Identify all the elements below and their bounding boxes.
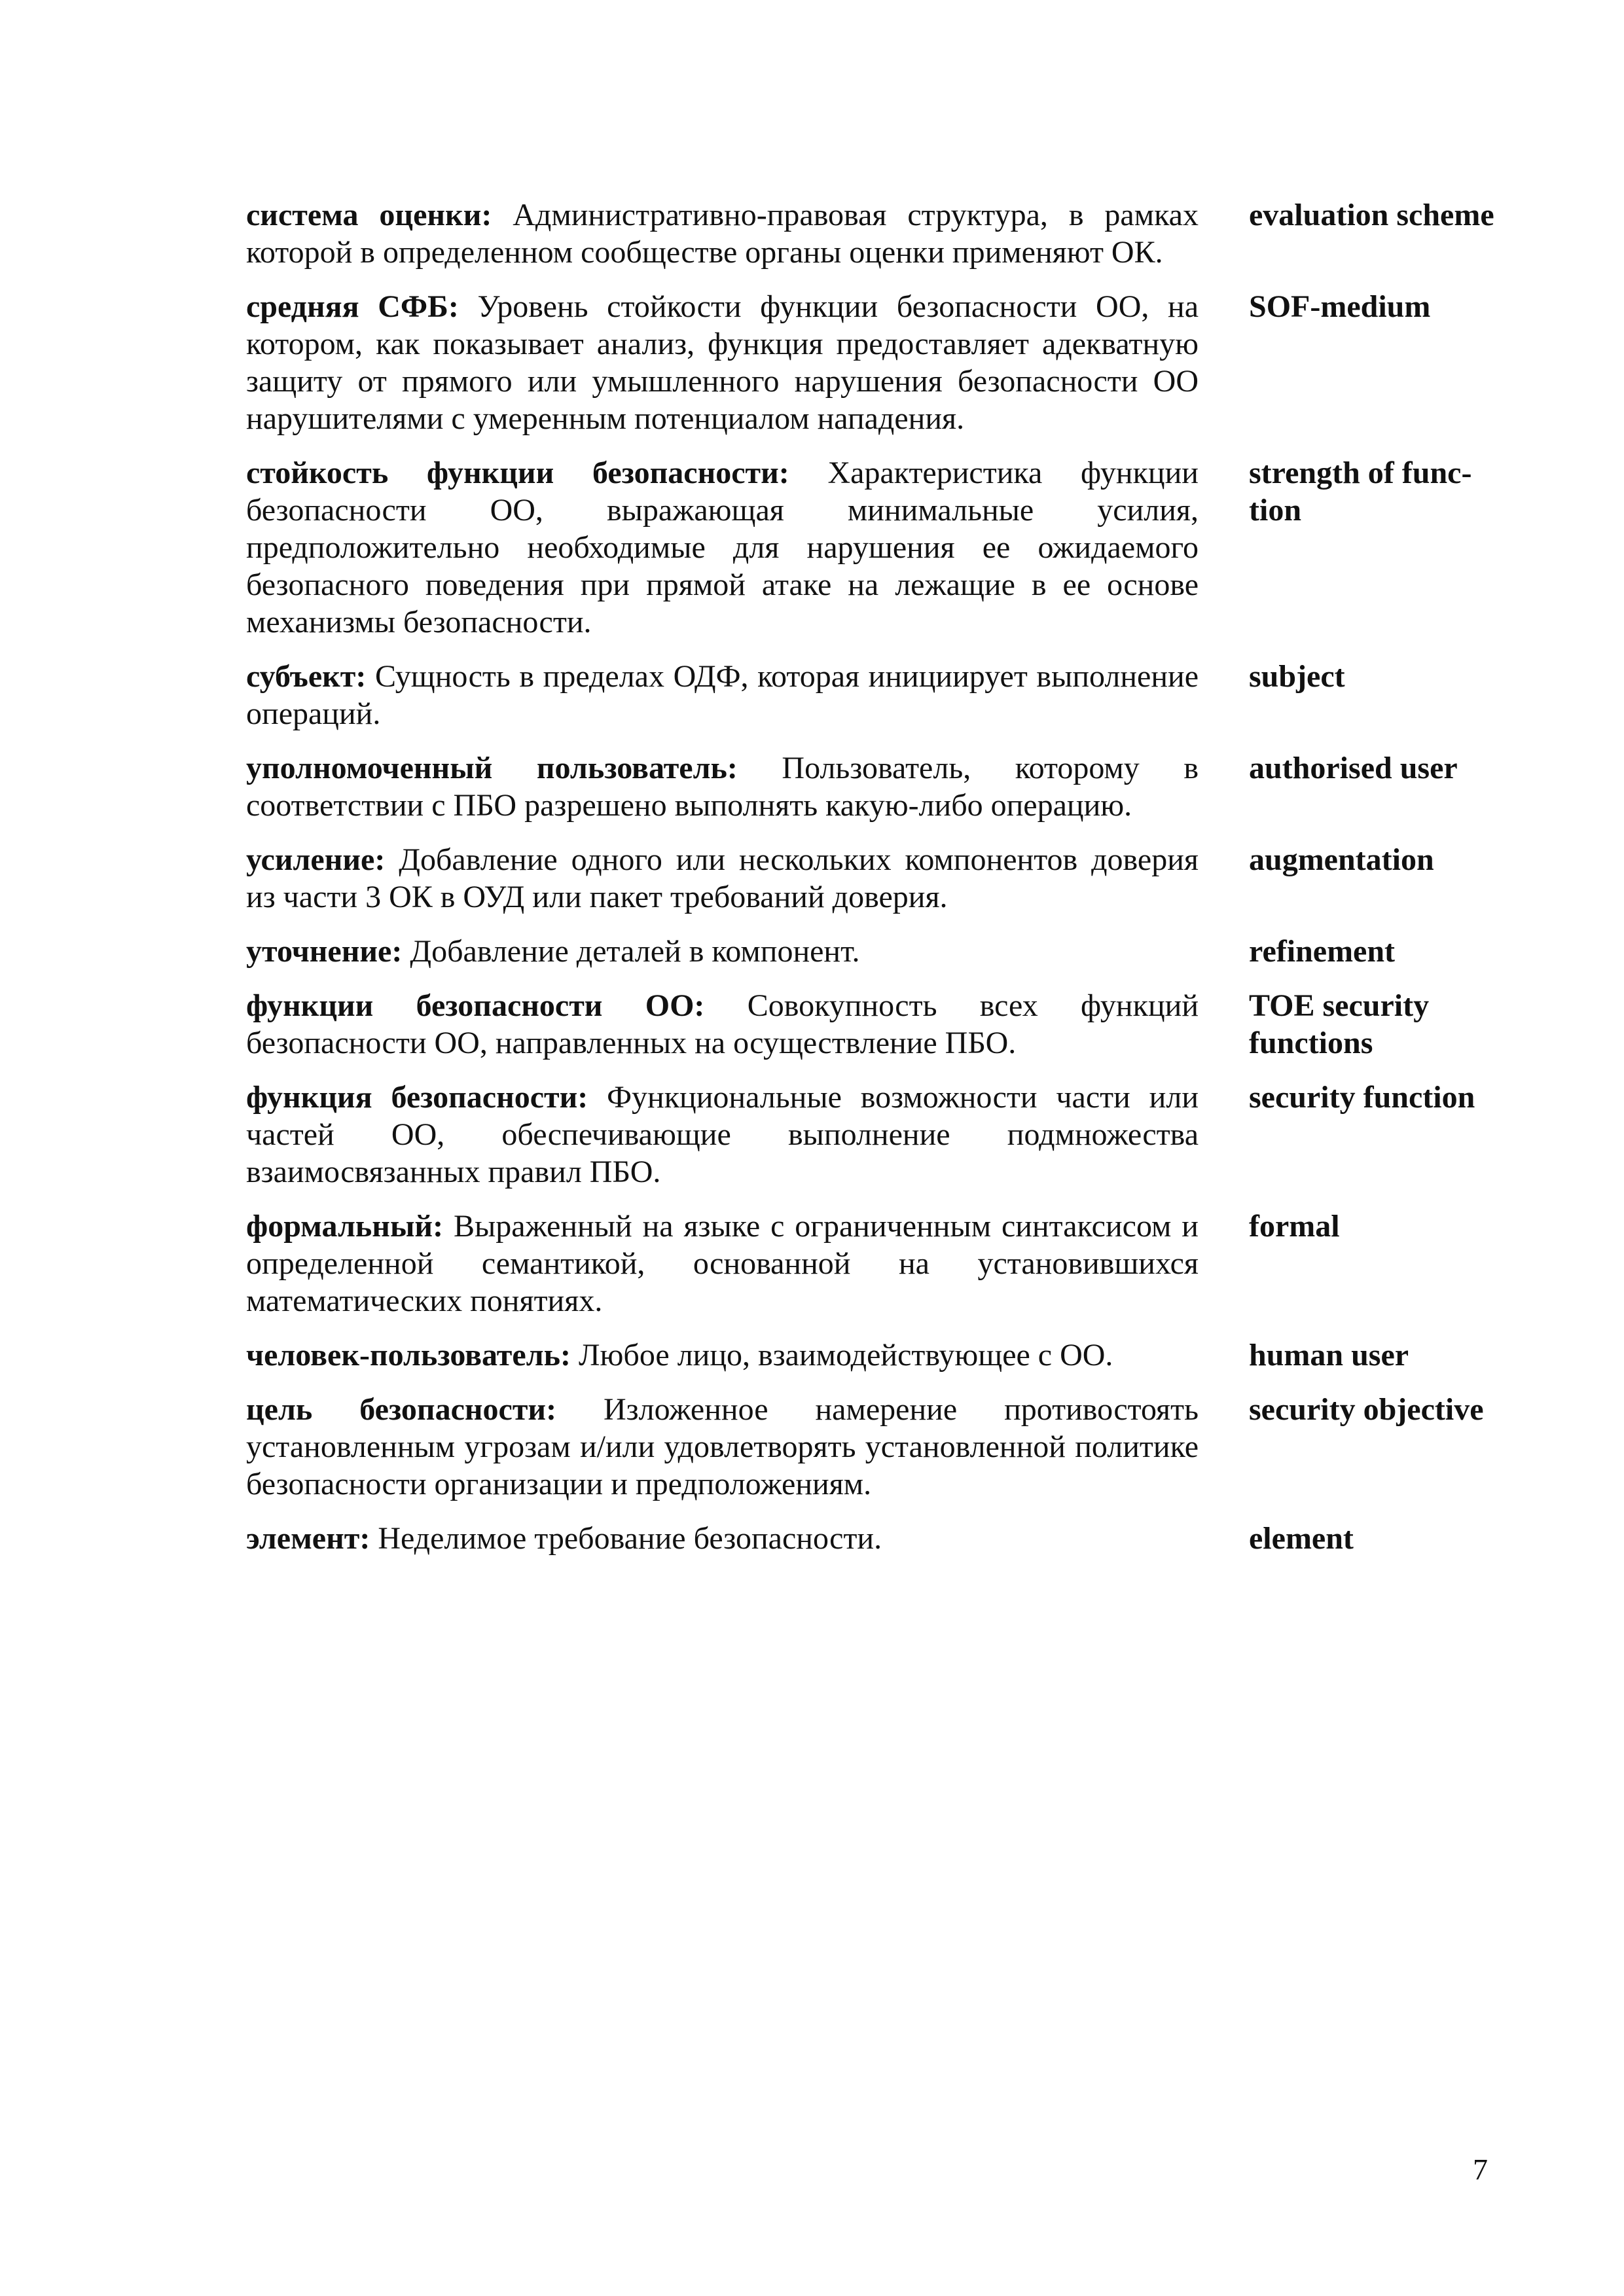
entry-english-term: evaluation scheme — [1249, 198, 1494, 232]
glossary-entry — [246, 749, 1509, 824]
entry-text: Характеристика функции безопасности ОО, выражающая минимальные усилия, предположительно необходимые для нарушения ее ожидаемого безопасного поведения при прямой атаке на лежащие в ее основе механизмы безопасности. — [246, 456, 1199, 639]
glossary-entry — [246, 288, 1509, 437]
entry-text: Любое лицо, взаимодействующее с ОО. — [570, 1338, 1113, 1372]
entry-term: функция безопасности: — [246, 1080, 588, 1115]
entry-term: уполномоченный пользователь: — [246, 751, 738, 785]
entry-term: уточнение: — [246, 934, 403, 969]
entry-text: Административно-правовая структура, в рамках которой в определенном сообществе органы оценки применяют ОК. — [246, 198, 1199, 270]
entry-english-term: formal — [1249, 1209, 1340, 1244]
glossary — [246, 196, 1509, 1574]
glossary-entry — [246, 1079, 1509, 1191]
glossary-entry — [246, 841, 1509, 916]
entry-definition — [246, 841, 1199, 916]
entry-text: Уровень стойкости функции безопасности ОО, на котором, как показывает анализ, функция предоставляет адекватную защиту от прямого или умышленного нарушения безопасности ОО нарушителями с умеренным потенциалом нападения. — [246, 289, 1199, 436]
entry-english-term: augmentation — [1249, 842, 1434, 877]
entry-english-term: SOF-medium — [1249, 289, 1431, 324]
entry-definition — [246, 1336, 1199, 1374]
glossary-entry — [246, 1520, 1509, 1557]
entry-text: Добавление деталей в компонент. — [402, 934, 860, 969]
entry-definition — [246, 288, 1199, 437]
entry-term: элемент: — [246, 1521, 370, 1556]
entry-text: Неделимое требование безопасности. — [370, 1521, 882, 1556]
entry-english-term: refinement — [1249, 934, 1396, 969]
entry-definition — [246, 1079, 1199, 1191]
entry-term: функции безопасности ОО: — [246, 988, 705, 1023]
entry-definition — [246, 196, 1199, 271]
entry-english-term: human user — [1249, 1338, 1409, 1372]
entry-term: усиление: — [246, 842, 386, 877]
entry-english-term: security function — [1249, 1080, 1475, 1115]
glossary-entry — [246, 196, 1509, 271]
entry-definition — [246, 987, 1199, 1062]
entry-term: цель безопасности: — [246, 1392, 557, 1427]
entry-english-term: strength of func-tion — [1249, 456, 1472, 528]
entry-term: человек-пользователь: — [246, 1338, 571, 1372]
entry-term: средняя СФБ: — [246, 289, 459, 324]
entry-text: Пользователь, которому в соответствии с ПБО разрешено выполнять какую-либо операцию. — [246, 751, 1199, 823]
entry-english-term: security objective — [1249, 1392, 1484, 1427]
entry-english-term: element — [1249, 1521, 1354, 1556]
entry-text: Добавление одного или нескольких компонентов доверия из части 3 ОК в ОУД или пакет требований доверия. — [246, 842, 1199, 914]
entry-text: Изложенное намерение противостоять установленным угрозам и/или удовлетворять установленной политике безопасности организации и предположениям. — [246, 1392, 1199, 1501]
entry-definition — [246, 454, 1199, 641]
entry-definition — [246, 1520, 1199, 1557]
glossary-entry — [246, 987, 1509, 1062]
entry-definition — [246, 1391, 1199, 1503]
entry-definition — [246, 658, 1199, 732]
glossary-entry — [246, 933, 1509, 970]
entry-definition — [246, 1208, 1199, 1319]
glossary-entry — [246, 1208, 1509, 1319]
glossary-entry — [246, 454, 1509, 641]
entry-english-term: authorised user — [1249, 751, 1458, 785]
entry-term: система оценки: — [246, 198, 492, 232]
entry-text: Совокупность всех функций безопасности ОО, направленных на осуществление ПБО. — [246, 988, 1199, 1060]
entry-definition — [246, 933, 1199, 970]
entry-definition — [246, 749, 1199, 824]
entry-english-term: TOE security functions — [1249, 988, 1430, 1060]
entry-english-term: subject — [1249, 659, 1345, 694]
entry-text: Функциональные возможности части или частей ОО, обеспечивающие выполнение подмножества взаимосвязанных правил ПБО. — [246, 1080, 1199, 1189]
entry-text: Выраженный на языке с ограниченным синтаксисом и определенной семантикой, основанной на установившихся математических понятиях. — [246, 1209, 1199, 1318]
glossary-entry — [246, 1391, 1509, 1503]
glossary-entry — [246, 1336, 1509, 1374]
entry-text: Сущность в пределах ОДФ, которая инициирует выполнение операций. — [246, 659, 1199, 731]
entry-term: субъект: — [246, 659, 367, 694]
glossary-entry — [246, 658, 1509, 732]
page-number: 7 — [1473, 2153, 1488, 2186]
entry-term: стойкость функции безопасности: — [246, 456, 789, 490]
entry-term: формальный: — [246, 1209, 444, 1244]
